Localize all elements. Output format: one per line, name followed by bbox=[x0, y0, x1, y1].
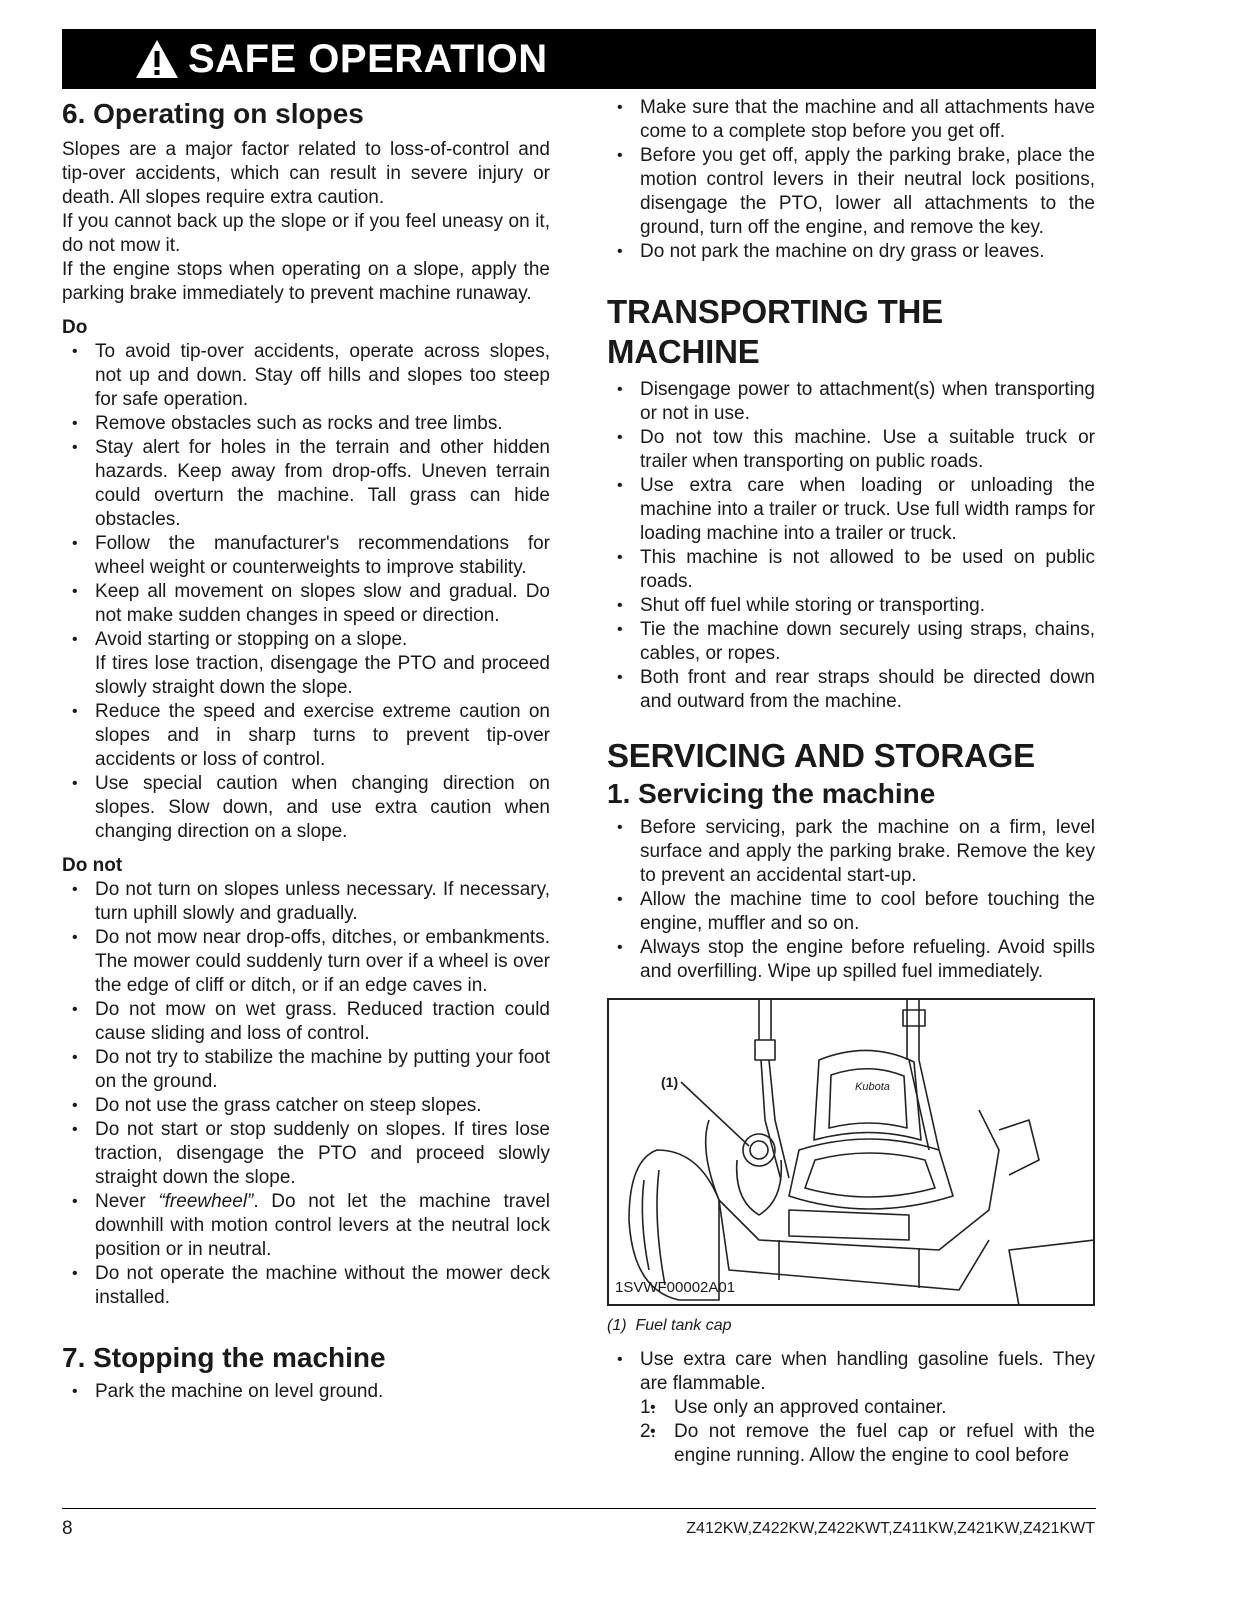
model-list: Z412KW,Z422KW,Z422KWT,Z411KW,Z421KW,Z421KWT bbox=[686, 1520, 1095, 1537]
list-item: • Keep all movement on slopes slow and gradual. Do not make sudden changes in speed or direction. bbox=[62, 580, 550, 628]
servicing-title: SERVICING AND STORAGE bbox=[607, 737, 1035, 774]
do-not-list bbox=[62, 878, 550, 1310]
paragraph: If the engine stops when operating on a slope, apply the parking brake immediately to prevent machine runaway. bbox=[62, 259, 550, 304]
stopping-list bbox=[62, 1380, 550, 1404]
section-7-title: 7. Stopping the machine bbox=[62, 1342, 386, 1373]
mower-illustration bbox=[607, 998, 1095, 1306]
mower-drawing bbox=[609, 1000, 1095, 1306]
list-item bbox=[62, 628, 550, 700]
list-item: • Disengage power to attachment(s) when transporting or not in use. bbox=[607, 378, 1095, 426]
list-item-continuation: If tires lose traction, disengage the PTO and proceed slowly straight down the slope. bbox=[95, 653, 550, 698]
figure-code: 1SVWF00002A01 bbox=[615, 1279, 736, 1296]
list-item: • Shut off fuel while storing or transporting. bbox=[607, 594, 1095, 618]
list-item: • Allow the machine time to cool before touching the engine, muffler and so on. bbox=[607, 888, 1095, 936]
list-item: • Remove obstacles such as rocks and tree limbs. bbox=[62, 412, 550, 436]
step-number: • 1. bbox=[640, 1397, 656, 1418]
caption-number: (1) bbox=[607, 1317, 627, 1334]
do-not-label: Do not bbox=[62, 855, 123, 876]
banner-title: SAFE OPERATION bbox=[188, 36, 548, 81]
gasoline-list bbox=[607, 1348, 1095, 1468]
list-item: • Make sure that the machine and all attachments have come to a complete stop before you get off. bbox=[607, 96, 1095, 144]
list-item: • Do not use the grass catcher on steep slopes. bbox=[62, 1094, 550, 1118]
list-item: • Do not turn on slopes unless necessary. If necessary, turn uphill slowly and gradually. bbox=[62, 878, 550, 926]
step-text: Use only an approved container. bbox=[674, 1397, 947, 1418]
list-item-text: Use extra care when handling gasoline fuels. They are flammable. bbox=[640, 1349, 1095, 1394]
list-item bbox=[62, 1190, 550, 1262]
list-item: • Park the machine on level ground. bbox=[62, 1380, 550, 1404]
list-item: • Before servicing, park the machine on a firm, level surface and apply the parking brake. Remove the key to prevent an accidental start-up. bbox=[607, 816, 1095, 888]
warning-triangle-icon bbox=[134, 38, 180, 80]
list-item: • Do not start or stop suddenly on slopes. If tires lose traction, disengage the PTO and proceed slowly straight down the slope. bbox=[62, 1118, 550, 1190]
list-item: • Follow the manufacturer's recommendations for wheel weight or counterweights to improve stability. bbox=[62, 532, 550, 580]
section-6-title: 6. Operating on slopes bbox=[62, 98, 364, 129]
paragraph: If you cannot back up the slope or if you feel uneasy on it, do not mow it. bbox=[62, 211, 550, 256]
numbered-step bbox=[640, 1396, 1095, 1420]
servicing-list bbox=[607, 816, 1095, 984]
list-item: • Stay alert for holes in the terrain and other hidden hazards. Keep away from drop-offs. Uneven terrain could overturn the machine. Tall grass can hide obstacles. bbox=[62, 436, 550, 532]
never-prefix: Never bbox=[95, 1191, 159, 1212]
right-column bbox=[607, 96, 1095, 1468]
transport-list bbox=[607, 378, 1095, 714]
list-item: • Use extra care when loading or unloading the machine into a trailer or truck. Use full width ramps for loading machine into a trailer or truck. bbox=[607, 474, 1095, 546]
list-item: • Before you get off, apply the parking brake, place the motion control levers in their neutral lock positions, disengage the PTO, lower all attachments to the ground, turn off the engine, and remove the key. bbox=[607, 144, 1095, 240]
never-rest: . Do not let the machine travel downhill with motion control levers at the neutral lock position or in neutral. bbox=[95, 1191, 550, 1260]
step-number: • 2. bbox=[640, 1421, 656, 1442]
list-item: • To avoid tip-over accidents, operate across slopes, not up and down. Stay off hills and slopes too steep for safe operation. bbox=[62, 340, 550, 412]
list-item: • Both front and rear straps should be directed down and outward from the machine. bbox=[607, 666, 1095, 714]
seat-logo: Kubota bbox=[855, 1081, 890, 1093]
section-1-title: 1. Servicing the machine bbox=[607, 778, 936, 809]
do-list bbox=[62, 340, 550, 844]
page-number: 8 bbox=[62, 1518, 73, 1539]
caption-text: Fuel tank cap bbox=[635, 1317, 732, 1334]
gasoline-steps bbox=[640, 1396, 1095, 1468]
footer-rule bbox=[62, 1508, 1096, 1509]
list-item bbox=[607, 1348, 1095, 1468]
section-banner bbox=[62, 29, 1096, 89]
list-item: • This machine is not allowed to be used on public roads. bbox=[607, 546, 1095, 594]
step-text: Do not remove the fuel cap or refuel with the engine running. Allow the engine to cool before bbox=[674, 1421, 1095, 1466]
figure-caption bbox=[607, 1314, 1095, 1338]
list-item: • Do not mow near drop-offs, ditches, or embankments. The mower could suddenly turn over if a wheel is over the edge of cliff or ditch, or if an edge caves in. bbox=[62, 926, 550, 998]
do-label: Do bbox=[62, 317, 88, 338]
stopping-list-continued bbox=[607, 96, 1095, 264]
list-item: • Always stop the engine before refueling. Avoid spills and overfilling. Wipe up spilled fuel immediately. bbox=[607, 936, 1095, 984]
list-item: • Tie the machine down securely using straps, chains, cables, or ropes. bbox=[607, 618, 1095, 666]
list-item: • Do not mow on wet grass. Reduced traction could cause sliding and loss of control. bbox=[62, 998, 550, 1046]
transporting-title: TRANSPORTING THE MACHINE bbox=[607, 293, 943, 370]
paragraph: Slopes are a major factor related to loss-of-control and tip-over accidents, which can result in severe injury or death. All slopes require extra caution. bbox=[62, 139, 550, 208]
list-item-text: Avoid starting or stopping on a slope. bbox=[95, 629, 408, 650]
list-item: • Use special caution when changing direction on slopes. Slow down, and use extra caution when changing direction on a slope. bbox=[62, 772, 550, 844]
figure-callout: (1) bbox=[661, 1074, 679, 1090]
list-item: • Do not operate the machine without the mower deck installed. bbox=[62, 1262, 550, 1310]
freewheel-term: “freewheel” bbox=[158, 1191, 254, 1212]
left-column bbox=[62, 96, 550, 1404]
list-item: • Do not try to stabilize the machine by putting your foot on the ground. bbox=[62, 1046, 550, 1094]
list-item: • Do not park the machine on dry grass or leaves. bbox=[607, 240, 1095, 264]
list-item: • Reduce the speed and exercise extreme caution on slopes and in sharp turns to prevent tip-over accidents or loss of control. bbox=[62, 700, 550, 772]
list-item: • Do not tow this machine. Use a suitable truck or trailer when transporting on public roads. bbox=[607, 426, 1095, 474]
numbered-step bbox=[640, 1420, 1095, 1468]
